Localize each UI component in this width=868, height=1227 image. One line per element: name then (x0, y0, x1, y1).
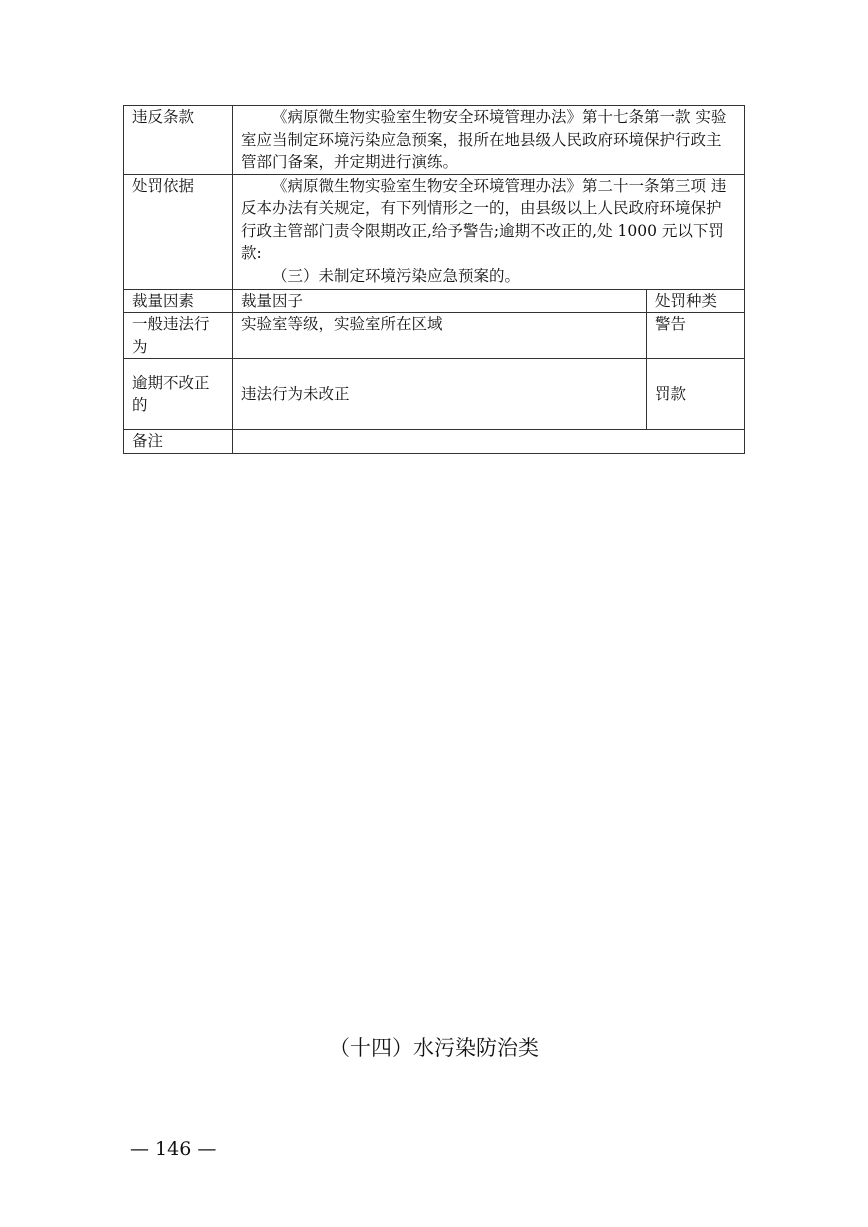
note-row (124, 430, 745, 454)
discretion-header-row (124, 289, 745, 313)
section-title: （十四）水污染防治类 (329, 1036, 539, 1060)
violation-clause-label: 违反条款 (124, 106, 233, 175)
row-factor: 逾期不改正的 (124, 359, 233, 430)
discretion-table (123, 105, 745, 454)
penalty-basis-cell (233, 174, 745, 289)
violation-clause-row (124, 106, 745, 175)
page-number: — 146 — (130, 1138, 217, 1160)
penalty-basis-row (124, 174, 745, 289)
row-penalty: 警告 (647, 313, 745, 359)
penalty-basis-item: （三）未制定环境污染应急预案的。 (272, 266, 521, 285)
header-detail: 裁量因子 (233, 289, 647, 313)
penalty-basis-label: 处罚依据 (124, 174, 233, 289)
violation-clause-text: 《病原微生物实验室生物安全环境管理办法》第十七条第一款 实验室应当制定环境污染应急预案，报所在地县级人民政府环境保护行政主管部门备案，并定期进行演练。 (233, 106, 745, 175)
table-row (124, 359, 745, 430)
header-factor: 裁量因素 (124, 289, 233, 313)
row-detail: 违法行为未改正 (233, 359, 647, 430)
row-factor: 一般违法行为 (124, 313, 233, 359)
note-text (233, 430, 745, 454)
table-row (124, 313, 745, 359)
note-label: 备注 (124, 430, 233, 454)
penalty-basis-text: 《病原微生物实验室生物安全环境管理办法》第二十一条第三项 违反本办法有关规定，有下列情形之一的，由县级以上人民政府环境保护行政主管部门责令限期改正,给予警告;逾期不改正的,处 1000 元以下罚款: (241, 176, 727, 262)
row-penalty: 罚款 (647, 359, 745, 430)
row-detail: 实验室等级，实验室所在区域 (233, 313, 647, 359)
header-penalty-type: 处罚种类 (647, 289, 745, 313)
